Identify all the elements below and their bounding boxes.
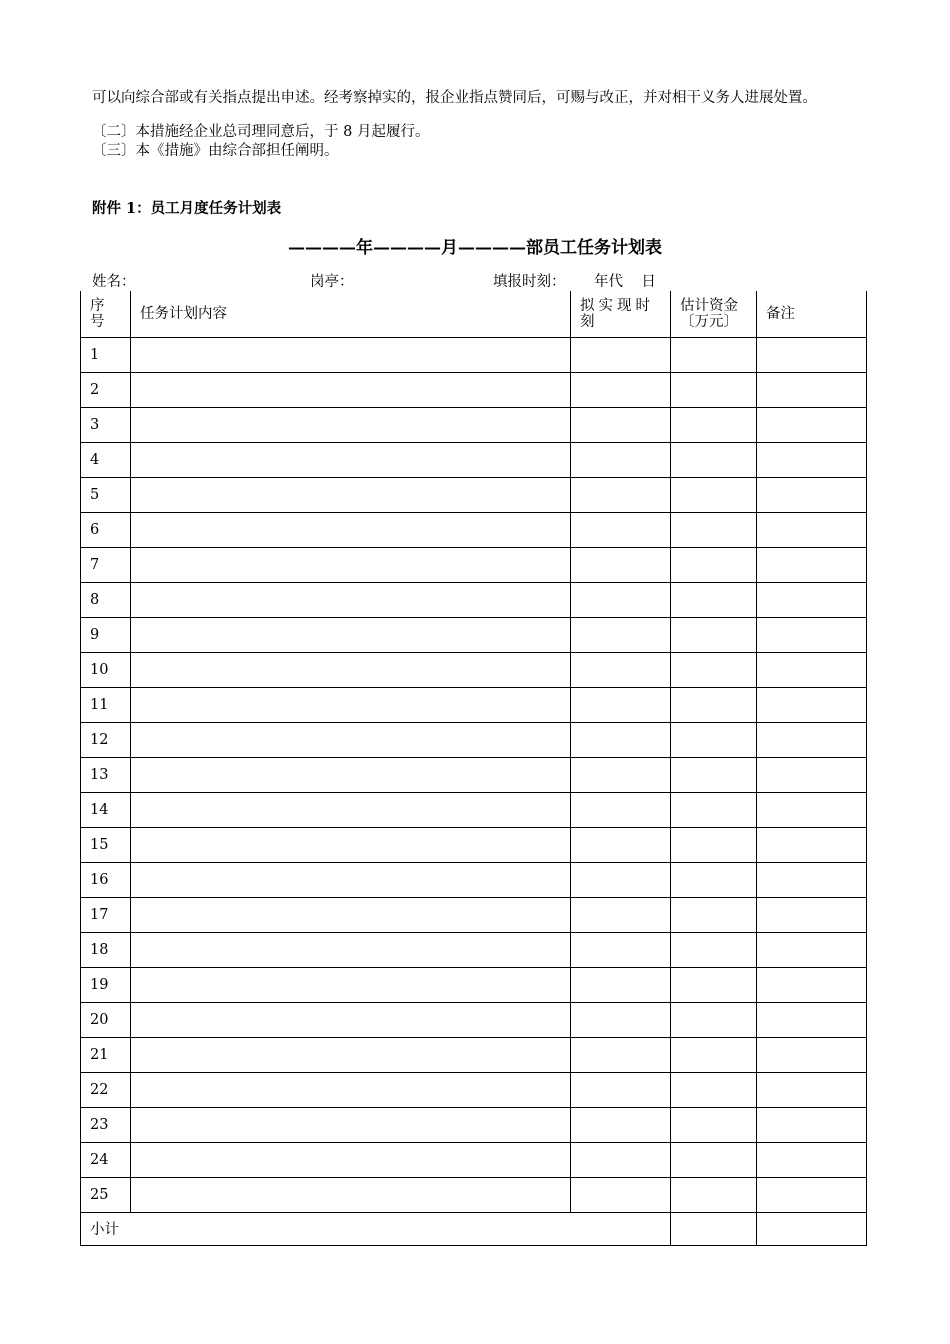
row-seq-number: 14 <box>81 792 131 827</box>
budget-cell[interactable] <box>671 687 757 722</box>
budget-cell[interactable] <box>671 512 757 547</box>
task-content-cell[interactable] <box>131 547 571 582</box>
row-seq-number: 13 <box>81 757 131 792</box>
remarks-cell[interactable] <box>757 512 867 547</box>
form-title: ————年————月————部员工任务计划表 <box>288 238 662 258</box>
budget-cell[interactable] <box>671 1002 757 1037</box>
task-content-cell[interactable] <box>131 687 571 722</box>
planned-time-cell[interactable] <box>571 477 671 512</box>
table-row <box>81 722 867 757</box>
budget-cell[interactable] <box>671 582 757 617</box>
fill-date-value: 年代 日 <box>594 274 656 290</box>
header-budget <box>671 291 757 337</box>
row-seq-number: 11 <box>81 687 131 722</box>
planned-time-cell[interactable] <box>571 1177 671 1212</box>
budget-cell[interactable] <box>671 722 757 757</box>
remarks-cell[interactable] <box>757 1142 867 1177</box>
remarks-cell[interactable] <box>757 582 867 617</box>
table-row <box>81 652 867 687</box>
row-seq-number: 21 <box>81 1037 131 1072</box>
table-row <box>81 617 867 652</box>
row-seq-number: 23 <box>81 1107 131 1142</box>
fill-date-label: 填报时刻： <box>493 274 566 290</box>
planned-time-cell[interactable] <box>571 442 671 477</box>
budget-cell[interactable] <box>671 547 757 582</box>
remarks-cell[interactable] <box>757 967 867 1002</box>
remarks-cell[interactable] <box>757 1177 867 1212</box>
task-content-cell[interactable] <box>131 617 571 652</box>
planned-time-cell[interactable] <box>571 372 671 407</box>
table-row <box>81 862 867 897</box>
table-row <box>81 687 867 722</box>
planned-time-cell[interactable] <box>571 512 671 547</box>
task-content-cell[interactable] <box>131 1037 571 1072</box>
table-row <box>81 827 867 862</box>
task-content-cell[interactable] <box>131 1002 571 1037</box>
planned-time-cell[interactable] <box>571 337 671 372</box>
header-planned-time <box>571 291 671 337</box>
remarks-cell[interactable] <box>757 442 867 477</box>
remarks-cell[interactable] <box>757 1002 867 1037</box>
row-seq-number: 3 <box>81 407 131 442</box>
attachment-heading: 附件 1：员工月度任务计划表 <box>92 200 282 217</box>
task-content-cell[interactable] <box>131 1107 571 1142</box>
table-row <box>81 1177 867 1212</box>
planned-time-cell[interactable] <box>571 897 671 932</box>
table-row <box>81 512 867 547</box>
table-row <box>81 1072 867 1107</box>
task-plan-table <box>80 291 867 1246</box>
remarks-cell[interactable] <box>757 617 867 652</box>
task-content-cell[interactable] <box>131 827 571 862</box>
subtotal-budget-cell[interactable] <box>671 1212 757 1245</box>
row-seq-number: 1 <box>81 337 131 372</box>
budget-cell[interactable] <box>671 932 757 967</box>
row-seq-number: 25 <box>81 1177 131 1212</box>
header-seq-line2: 号 <box>90 313 105 330</box>
remarks-cell[interactable] <box>757 407 867 442</box>
task-content-cell[interactable] <box>131 932 571 967</box>
row-seq-number: 17 <box>81 897 131 932</box>
planned-time-cell[interactable] <box>571 827 671 862</box>
planned-time-cell[interactable] <box>571 617 671 652</box>
remarks-cell[interactable] <box>757 792 867 827</box>
planned-time-cell[interactable] <box>571 652 671 687</box>
task-content-cell[interactable] <box>131 652 571 687</box>
table-row <box>81 967 867 1002</box>
budget-cell[interactable] <box>671 407 757 442</box>
budget-cell[interactable] <box>671 442 757 477</box>
remarks-cell[interactable] <box>757 477 867 512</box>
remarks-cell[interactable] <box>757 897 867 932</box>
task-content-cell[interactable] <box>131 1177 571 1212</box>
row-seq-number: 19 <box>81 967 131 1002</box>
table-row <box>81 1037 867 1072</box>
table-row <box>81 932 867 967</box>
header-time-line2: 刻 <box>580 313 595 330</box>
header-content: 任务计划内容 <box>131 291 571 337</box>
row-seq-number: 8 <box>81 582 131 617</box>
intro-paragraph-1: 可以向综合部或有关指点提出申述。经考察掉实的，报企业指点赞同后，可赐与改正，并对相干义务人进展处置。 <box>92 90 817 106</box>
row-seq-number: 16 <box>81 862 131 897</box>
subtotal-remarks-cell[interactable] <box>757 1212 867 1245</box>
row-seq-number: 5 <box>81 477 131 512</box>
planned-time-cell[interactable] <box>571 1107 671 1142</box>
table-row <box>81 407 867 442</box>
header-remarks: 备注 <box>757 291 867 337</box>
task-content-cell[interactable] <box>131 792 571 827</box>
remarks-cell[interactable] <box>757 652 867 687</box>
task-content-cell[interactable] <box>131 582 571 617</box>
header-seq-line1: 序 <box>90 297 105 314</box>
intro-paragraph-2: 〔二〕本措施经企业总司理同意后，于 8 月起履行。 <box>92 124 430 140</box>
remarks-cell[interactable] <box>757 722 867 757</box>
row-seq-number: 10 <box>81 652 131 687</box>
row-seq-number: 2 <box>81 372 131 407</box>
table-row <box>81 1107 867 1142</box>
row-seq-number: 9 <box>81 617 131 652</box>
planned-time-cell[interactable] <box>571 862 671 897</box>
header-budget-line2: 〔万元〕 <box>680 313 738 330</box>
remarks-cell[interactable] <box>757 932 867 967</box>
task-content-cell[interactable] <box>131 722 571 757</box>
table-row <box>81 337 867 372</box>
budget-cell[interactable] <box>671 827 757 862</box>
budget-cell[interactable] <box>671 967 757 1002</box>
row-seq-number: 15 <box>81 827 131 862</box>
task-content-cell[interactable] <box>131 897 571 932</box>
planned-time-cell[interactable] <box>571 967 671 1002</box>
planned-time-cell[interactable] <box>571 722 671 757</box>
budget-cell[interactable] <box>671 757 757 792</box>
row-seq-number: 24 <box>81 1142 131 1177</box>
table-row <box>81 897 867 932</box>
row-seq-number: 4 <box>81 442 131 477</box>
table-row <box>81 442 867 477</box>
budget-cell[interactable] <box>671 1107 757 1142</box>
task-content-cell[interactable] <box>131 337 571 372</box>
table-row <box>81 582 867 617</box>
planned-time-cell[interactable] <box>571 792 671 827</box>
remarks-cell[interactable] <box>757 372 867 407</box>
table-row <box>81 1142 867 1177</box>
planned-time-cell[interactable] <box>571 757 671 792</box>
task-content-cell[interactable] <box>131 442 571 477</box>
planned-time-cell[interactable] <box>571 547 671 582</box>
row-seq-number: 20 <box>81 1002 131 1037</box>
intro-paragraph-3: 〔三〕本《措施》由综合部担任阐明。 <box>92 143 339 159</box>
task-content-cell[interactable] <box>131 372 571 407</box>
task-content-cell[interactable] <box>131 512 571 547</box>
budget-cell[interactable] <box>671 337 757 372</box>
budget-cell[interactable] <box>671 652 757 687</box>
task-content-cell[interactable] <box>131 477 571 512</box>
remarks-cell[interactable] <box>757 827 867 862</box>
task-content-cell[interactable] <box>131 967 571 1002</box>
table-row <box>81 372 867 407</box>
planned-time-cell[interactable] <box>571 1142 671 1177</box>
budget-cell[interactable] <box>671 372 757 407</box>
table-row <box>81 1002 867 1037</box>
task-content-cell[interactable] <box>131 1072 571 1107</box>
task-content-cell[interactable] <box>131 407 571 442</box>
header-seq <box>81 291 131 337</box>
budget-cell[interactable] <box>671 862 757 897</box>
post-label: 岗亭： <box>310 274 354 290</box>
row-seq-number: 22 <box>81 1072 131 1107</box>
planned-time-cell[interactable] <box>571 1002 671 1037</box>
header-budget-line1: 估计资金 <box>680 297 738 314</box>
planned-time-cell[interactable] <box>571 582 671 617</box>
budget-cell[interactable] <box>671 477 757 512</box>
task-content-cell[interactable] <box>131 862 571 897</box>
remarks-cell[interactable] <box>757 1072 867 1107</box>
name-label: 姓名： <box>92 274 136 290</box>
planned-time-cell[interactable] <box>571 407 671 442</box>
budget-cell[interactable] <box>671 792 757 827</box>
remarks-cell[interactable] <box>757 687 867 722</box>
remarks-cell[interactable] <box>757 862 867 897</box>
remarks-cell[interactable] <box>757 337 867 372</box>
table-row <box>81 547 867 582</box>
budget-cell[interactable] <box>671 897 757 932</box>
budget-cell[interactable] <box>671 617 757 652</box>
remarks-cell[interactable] <box>757 547 867 582</box>
task-content-cell[interactable] <box>131 757 571 792</box>
remarks-cell[interactable] <box>757 1037 867 1072</box>
row-seq-number: 12 <box>81 722 131 757</box>
subtotal-row <box>81 1212 867 1245</box>
remarks-cell[interactable] <box>757 757 867 792</box>
planned-time-cell[interactable] <box>571 1072 671 1107</box>
table-header-row <box>81 291 867 337</box>
row-seq-number: 6 <box>81 512 131 547</box>
planned-time-cell[interactable] <box>571 687 671 722</box>
row-seq-number: 7 <box>81 547 131 582</box>
budget-cell[interactable] <box>671 1037 757 1072</box>
header-time-line1: 拟实现时 <box>580 297 654 314</box>
planned-time-cell[interactable] <box>571 1037 671 1072</box>
row-seq-number: 18 <box>81 932 131 967</box>
table-row <box>81 757 867 792</box>
subtotal-label: 小计 <box>81 1212 671 1245</box>
table-row <box>81 792 867 827</box>
remarks-cell[interactable] <box>757 1107 867 1142</box>
budget-cell[interactable] <box>671 1142 757 1177</box>
planned-time-cell[interactable] <box>571 932 671 967</box>
table-row <box>81 477 867 512</box>
task-content-cell[interactable] <box>131 1142 571 1177</box>
budget-cell[interactable] <box>671 1177 757 1212</box>
budget-cell[interactable] <box>671 1072 757 1107</box>
